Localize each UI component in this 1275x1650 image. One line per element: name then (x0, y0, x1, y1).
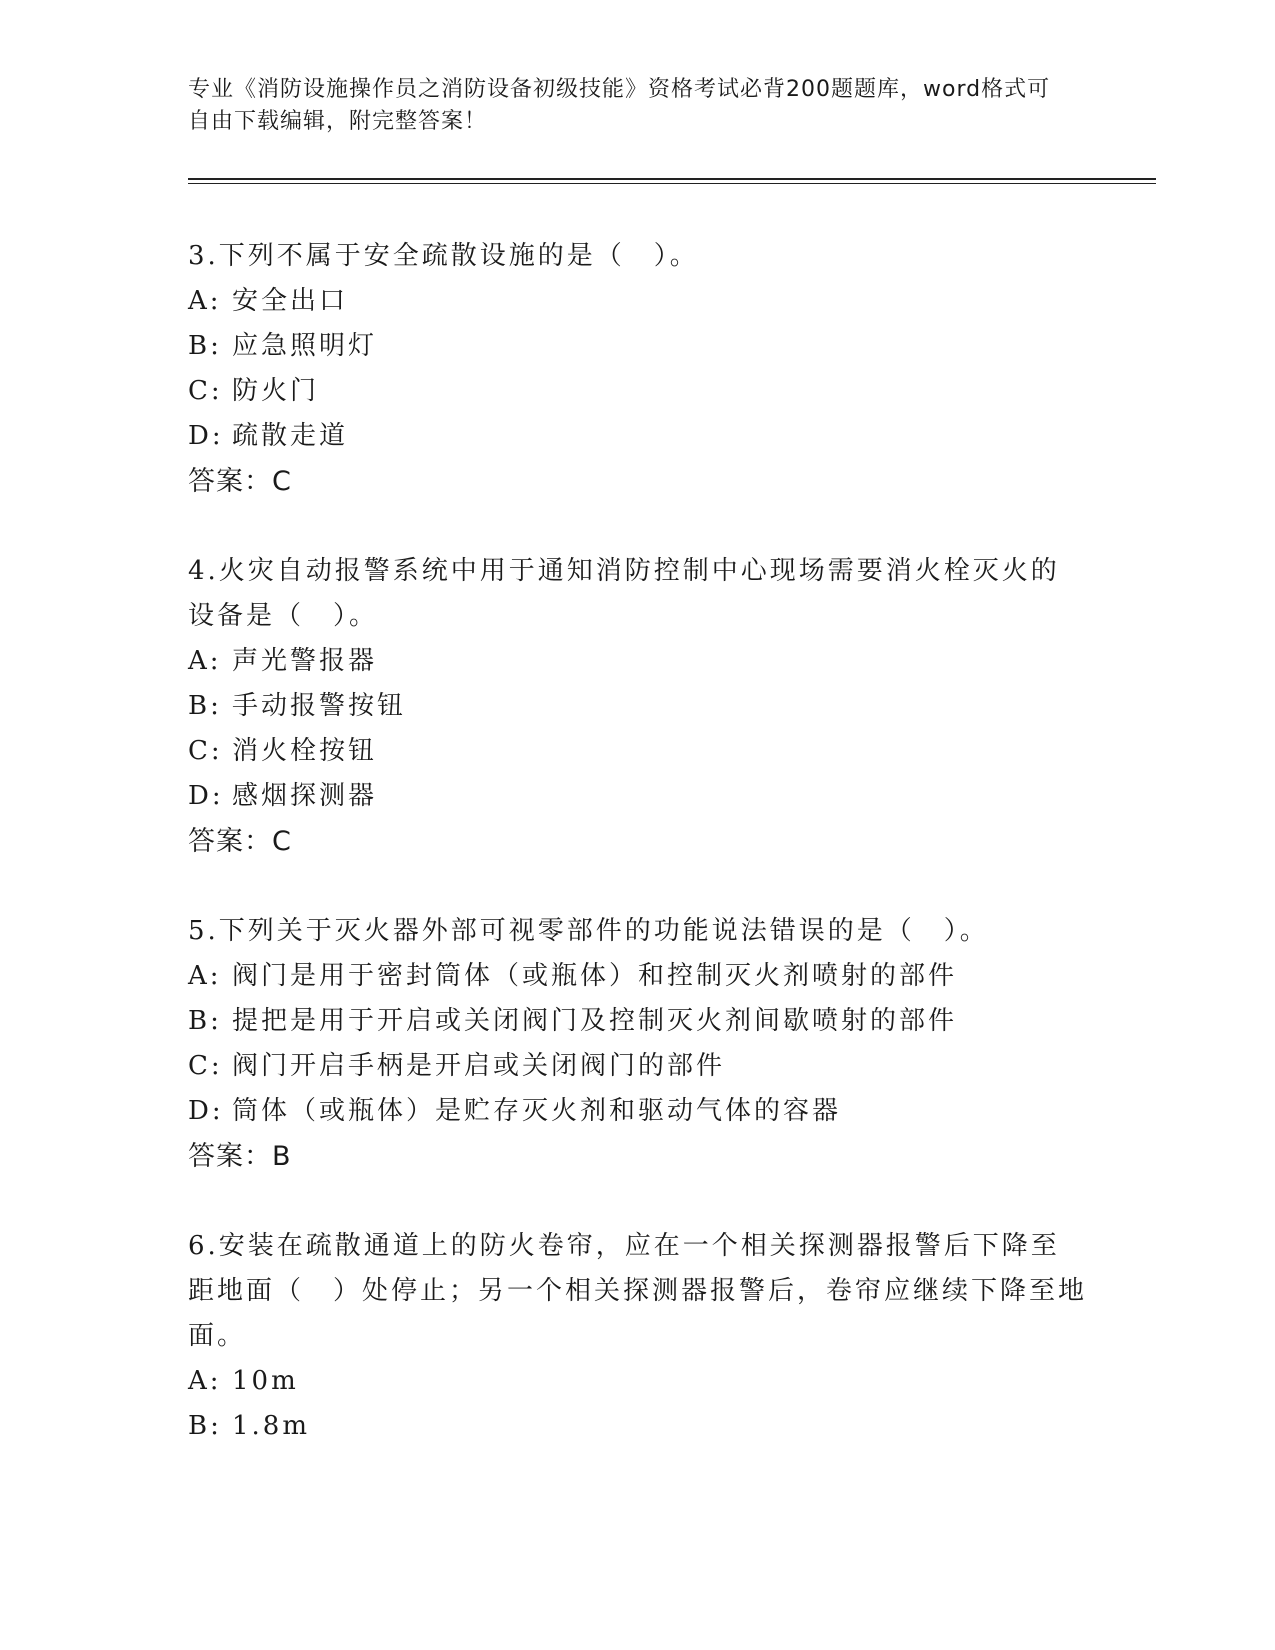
option-key: A: (188, 961, 222, 991)
question-answer: 答案：C (188, 826, 292, 857)
question-option (188, 774, 1088, 819)
question-option (188, 369, 1088, 414)
question-option (188, 1089, 1088, 1134)
option-key: C: (188, 736, 223, 766)
option-text: 消火栓按钮 (232, 736, 378, 766)
question-list (188, 234, 1088, 1494)
question-option (188, 1044, 1088, 1089)
question-option (188, 1404, 1088, 1449)
option-key: D: (188, 421, 224, 451)
document-intro: 专业《消防设施操作员之消防设备初级技能》资格考试必背200题题库，word格式可自由下载编辑，附完整答案！ (188, 77, 1051, 134)
header-divider (188, 178, 1156, 184)
option-text: 筒体（或瓶体）是贮存灭火剂和驱动气体的容器 (232, 1096, 842, 1126)
question-option (188, 324, 1088, 369)
option-text: 防火门 (232, 376, 320, 406)
question-option (188, 414, 1088, 459)
option-key: C: (188, 1051, 223, 1081)
question-option (188, 954, 1088, 999)
option-text: 疏散走道 (232, 421, 349, 451)
option-text: 安全出口 (232, 286, 349, 316)
option-text: 1.8m (232, 1411, 311, 1441)
option-text: 阀门开启手柄是开启或关闭阀门的部件 (232, 1051, 726, 1081)
question-option (188, 1359, 1088, 1404)
option-text: 10m (232, 1366, 299, 1396)
question-answer: 答案：B (188, 1141, 292, 1172)
option-text: 声光警报器 (232, 646, 378, 676)
option-key: B: (188, 1006, 222, 1036)
question-answer: 答案：C (188, 466, 292, 497)
option-key: A: (188, 286, 222, 316)
option-key: D: (188, 1096, 224, 1126)
option-text: 阀门是用于密封筒体（或瓶体）和控制灭火剂喷射的部件 (232, 961, 958, 991)
option-text: 提把是用于开启或关闭阀门及控制灭火剂间歇喷射的部件 (232, 1006, 958, 1036)
option-key: B: (188, 331, 222, 361)
question-item (188, 1224, 1088, 1449)
question-option (188, 279, 1088, 324)
question-option (188, 999, 1088, 1044)
option-text: 手动报警按钮 (232, 691, 407, 721)
question-item (188, 549, 1088, 864)
question-stem: 4.火灾自动报警系统中用于通知消防控制中心现场需要消火栓灭火的设备是（ ）。 (188, 556, 1060, 631)
option-text: 感烟探测器 (232, 781, 378, 811)
question-stem: 6.安装在疏散通道上的防火卷帘，应在一个相关探测器报警后下降至距地面（ ）处停止；另一个相关探测器报警后，卷帘应继续下降至地面。 (188, 1231, 1088, 1351)
option-key: D: (188, 781, 224, 811)
question-option (188, 684, 1088, 729)
question-item (188, 234, 1088, 504)
option-key: A: (188, 646, 222, 676)
option-text: 应急照明灯 (232, 331, 378, 361)
question-option (188, 729, 1088, 774)
question-item (188, 909, 1088, 1179)
question-stem: 3.下列不属于安全疏散设施的是（ ）。 (188, 241, 699, 271)
option-key: B: (188, 691, 222, 721)
question-stem: 5.下列关于灭火器外部可视零部件的功能说法错误的是（ ）。 (188, 916, 989, 946)
question-option (188, 639, 1088, 684)
option-key: B: (188, 1411, 222, 1441)
option-key: A: (188, 1366, 222, 1396)
option-key: C: (188, 376, 223, 406)
